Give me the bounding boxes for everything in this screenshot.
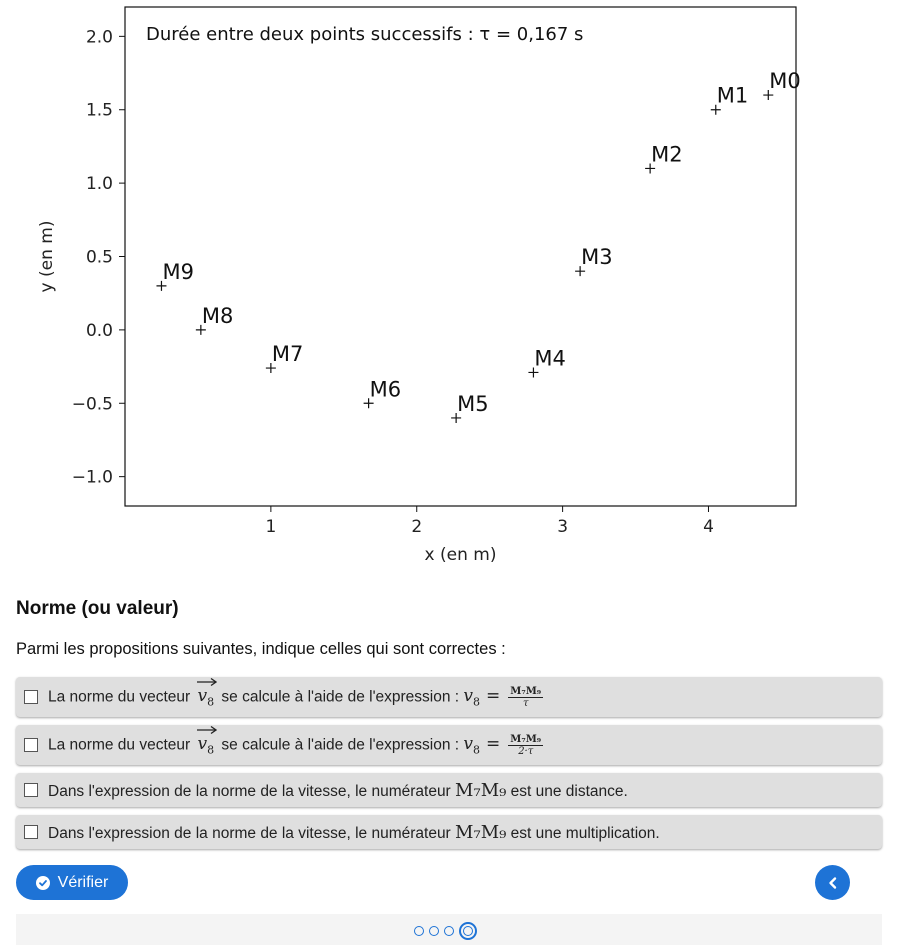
check-circle-icon: [36, 876, 50, 890]
point-label-m7: M7: [271, 342, 304, 367]
y-tick-label: 0.5: [85, 247, 113, 268]
option-1[interactable]: La norme du vecteur $v_8$ se calcule à l'aide de l'expression : $v_8$ = $\frac{\text{M₇M₉}}{\tau}$: [16, 677, 882, 717]
page-dot-1[interactable]: [414, 926, 424, 936]
chevron-left-icon: [826, 876, 840, 890]
point-label-m5: M5: [457, 391, 489, 416]
page-dot-4-current[interactable]: [459, 922, 477, 940]
y-tick-label: −0.5: [71, 394, 113, 415]
vector-arrow-icon: [197, 677, 217, 687]
y-tick-label: −1.0: [71, 467, 113, 488]
option-2-text-pre: La norme du vecteur: [48, 736, 191, 754]
y-tick-label: 2.0: [85, 27, 113, 48]
page-dot-2[interactable]: [429, 926, 439, 936]
point-label-m4: M4: [534, 346, 566, 371]
option-3-text-pre: Dans l'expression de la norme de la vitesse, le numérateur: [48, 782, 451, 800]
option-3[interactable]: [16, 773, 882, 807]
option-2-text-mid: se calcule à l'aide de l'expression :: [221, 736, 460, 754]
vector-arrow-icon: [197, 725, 217, 735]
point-label-m0: M0: [769, 69, 801, 94]
vector-v8: $v_8$: [197, 686, 214, 708]
option-4-checkbox[interactable]: [24, 825, 38, 839]
question-prompt: Parmi les propositions suivantes, indique celles qui sont correctes :: [16, 640, 506, 658]
x-tick-label: 4: [703, 517, 714, 537]
y-axis-title: y (en m): [37, 220, 57, 293]
point-label-m1: M1: [716, 83, 749, 108]
y-tick-label: 1.0: [85, 174, 113, 195]
options-list: [16, 677, 882, 857]
point-label-m6: M6: [369, 377, 402, 402]
x-tick-label: 2: [411, 517, 423, 537]
option-1-text-mid: se calcule à l'aide de l'expression :: [221, 688, 460, 706]
chart-annotation: Durée entre deux points successifs : τ = 0,167 s: [146, 24, 584, 45]
y-tick-label: 0.0: [85, 320, 113, 341]
option-1-fraction: $\frac{\text{M₇M₉}}{\tau}$: [510, 685, 542, 709]
point-label-m3: M3: [581, 245, 613, 270]
point-label-m8: M8: [201, 303, 234, 328]
option-4-text-pre: Dans l'expression de la norme de la vitesse, le numérateur: [48, 824, 451, 842]
option-1-v8: $v_8$: [463, 686, 481, 709]
point-label-m9: M9: [162, 259, 194, 284]
option-4-text-post: est une multiplication.: [510, 824, 660, 842]
verify-button[interactable]: [16, 865, 128, 900]
x-axis-title: x (en m): [424, 545, 497, 565]
option-2-fraction: $\frac{\text{M₇M₉}}{2\cdot\tau}$: [510, 733, 542, 757]
verify-button-label: Vérifier: [57, 873, 109, 891]
previous-button[interactable]: [815, 865, 850, 900]
option-1-checkbox[interactable]: [24, 690, 38, 704]
x-tick-label: 3: [557, 517, 569, 537]
option-3-text-post: est une distance.: [510, 782, 628, 800]
option-3-m7m9: M₇M₉: [455, 779, 507, 801]
option-1-text-pre: La norme du vecteur: [48, 688, 191, 706]
pagination-dots: [414, 922, 482, 940]
y-tick-label: 1.5: [85, 100, 113, 121]
point-label-m2: M2: [651, 142, 683, 167]
option-2-v8: $v_8$: [463, 734, 481, 757]
option-2-checkbox[interactable]: [24, 738, 38, 752]
option-3-checkbox[interactable]: [24, 783, 38, 797]
plot-frame: [125, 7, 796, 506]
option-4-m7m9: M₇M₉: [455, 821, 507, 843]
vector-v8: $v_8$: [197, 734, 214, 756]
page-dot-3[interactable]: [444, 926, 454, 936]
section-title: Norme (ou valeur): [16, 598, 179, 619]
x-tick-label: 1: [265, 517, 277, 537]
option-4[interactable]: [16, 815, 882, 849]
option-2[interactable]: La norme du vecteur $v_8$ se calcule à l'aide de l'expression : $v_8$ = $\frac{\text{M₇M₉}}{2\cdot\tau}$: [16, 725, 882, 765]
